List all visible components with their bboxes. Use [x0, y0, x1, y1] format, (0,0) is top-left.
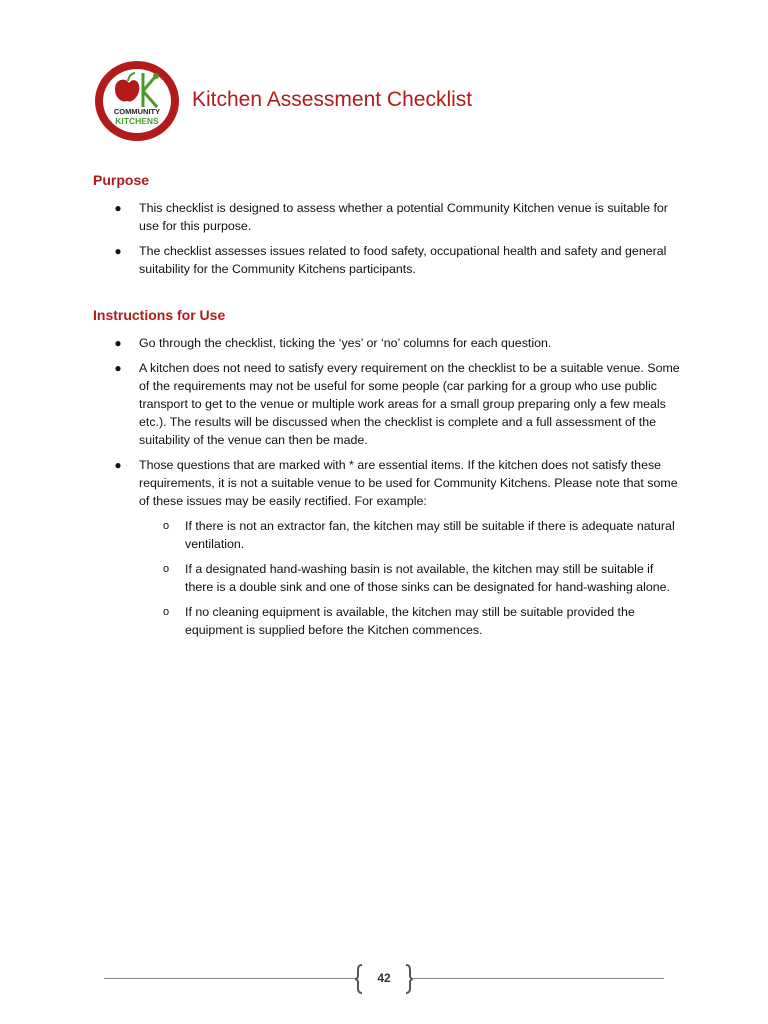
right-bracket-icon: [404, 964, 414, 994]
page-number: 42: [377, 971, 391, 985]
list-item: [110, 456, 680, 639]
instructions-list: [110, 334, 680, 646]
circle-bullet-icon: o: [163, 520, 170, 532]
list-item-text: The checklist assesses issues related to food safety, occupational health and safety and general suitability for the Community Kitchens participants.: [139, 244, 667, 276]
sub-list-item: [139, 517, 680, 553]
logo-text-line-1: COMMUNITY: [113, 107, 161, 116]
left-bracket-icon: [354, 964, 364, 994]
bullet-icon: ●: [114, 458, 122, 472]
page-footer: [104, 962, 664, 996]
sub-list-item-text: If there is not an extractor fan, the kitchen may still be suitable if there is adequate natural ventilation.: [185, 519, 675, 551]
list-item-text: Go through the checklist, ticking the ‘yes’ or ‘no’ columns for each question.: [139, 336, 552, 350]
purpose-list: [110, 199, 680, 285]
page-header: [93, 59, 693, 143]
sub-list-item: [139, 603, 680, 639]
list-item: [110, 242, 680, 278]
list-item-text: A kitchen does not need to satisfy every requirement on the checklist to be a suitable venue. Some of the requirements may not be useful for some people (car parking for a group who use public transport to get to the venue or multiple work areas for a small group preparing only a few meals etc.). The results will be discussed when the checklist is complete and a full assessment of the suitability of the venue can then be made.: [139, 361, 680, 447]
community-kitchens-logo: [93, 59, 181, 143]
list-item-text: Those questions that are marked with * are essential items. If the kitchen does not satisfy these requirements, it is not a suitable venue to be used for Community Kitchens. Please note that some of these issues may be easily rectified. For example:: [139, 458, 678, 508]
list-item: [110, 359, 680, 449]
bullet-icon: ●: [114, 336, 122, 350]
bullet-icon: ●: [114, 201, 122, 215]
bullet-icon: ●: [114, 244, 122, 258]
list-item: [110, 199, 680, 235]
footer-divider-left: [104, 978, 356, 979]
list-item-text: This checklist is designed to assess whether a potential Community Kitchen venue is suitable for use for this purpose.: [139, 201, 668, 233]
sub-list-item-text: If a designated hand-washing basin is not available, the kitchen may still be suitable if there is a double sink and one of those sinks can be designated for hand-washing alone.: [185, 562, 670, 594]
document-title: Kitchen Assessment Checklist: [192, 88, 473, 111]
sub-list-item: [139, 560, 680, 596]
bullet-icon: ●: [114, 361, 122, 375]
logo-text-line-2: KITCHENS: [115, 116, 159, 126]
purpose-heading: Purpose: [93, 172, 150, 188]
circle-bullet-icon: o: [163, 563, 170, 575]
example-list: [139, 517, 680, 639]
instructions-heading: Instructions for Use: [93, 307, 226, 323]
sub-list-item-text: If no cleaning equipment is available, the kitchen may still be suitable provided the equipment is supplied before the Kitchen commences.: [185, 605, 635, 637]
circle-bullet-icon: o: [163, 606, 170, 618]
footer-divider-right: [412, 978, 664, 979]
list-item: [110, 334, 680, 352]
